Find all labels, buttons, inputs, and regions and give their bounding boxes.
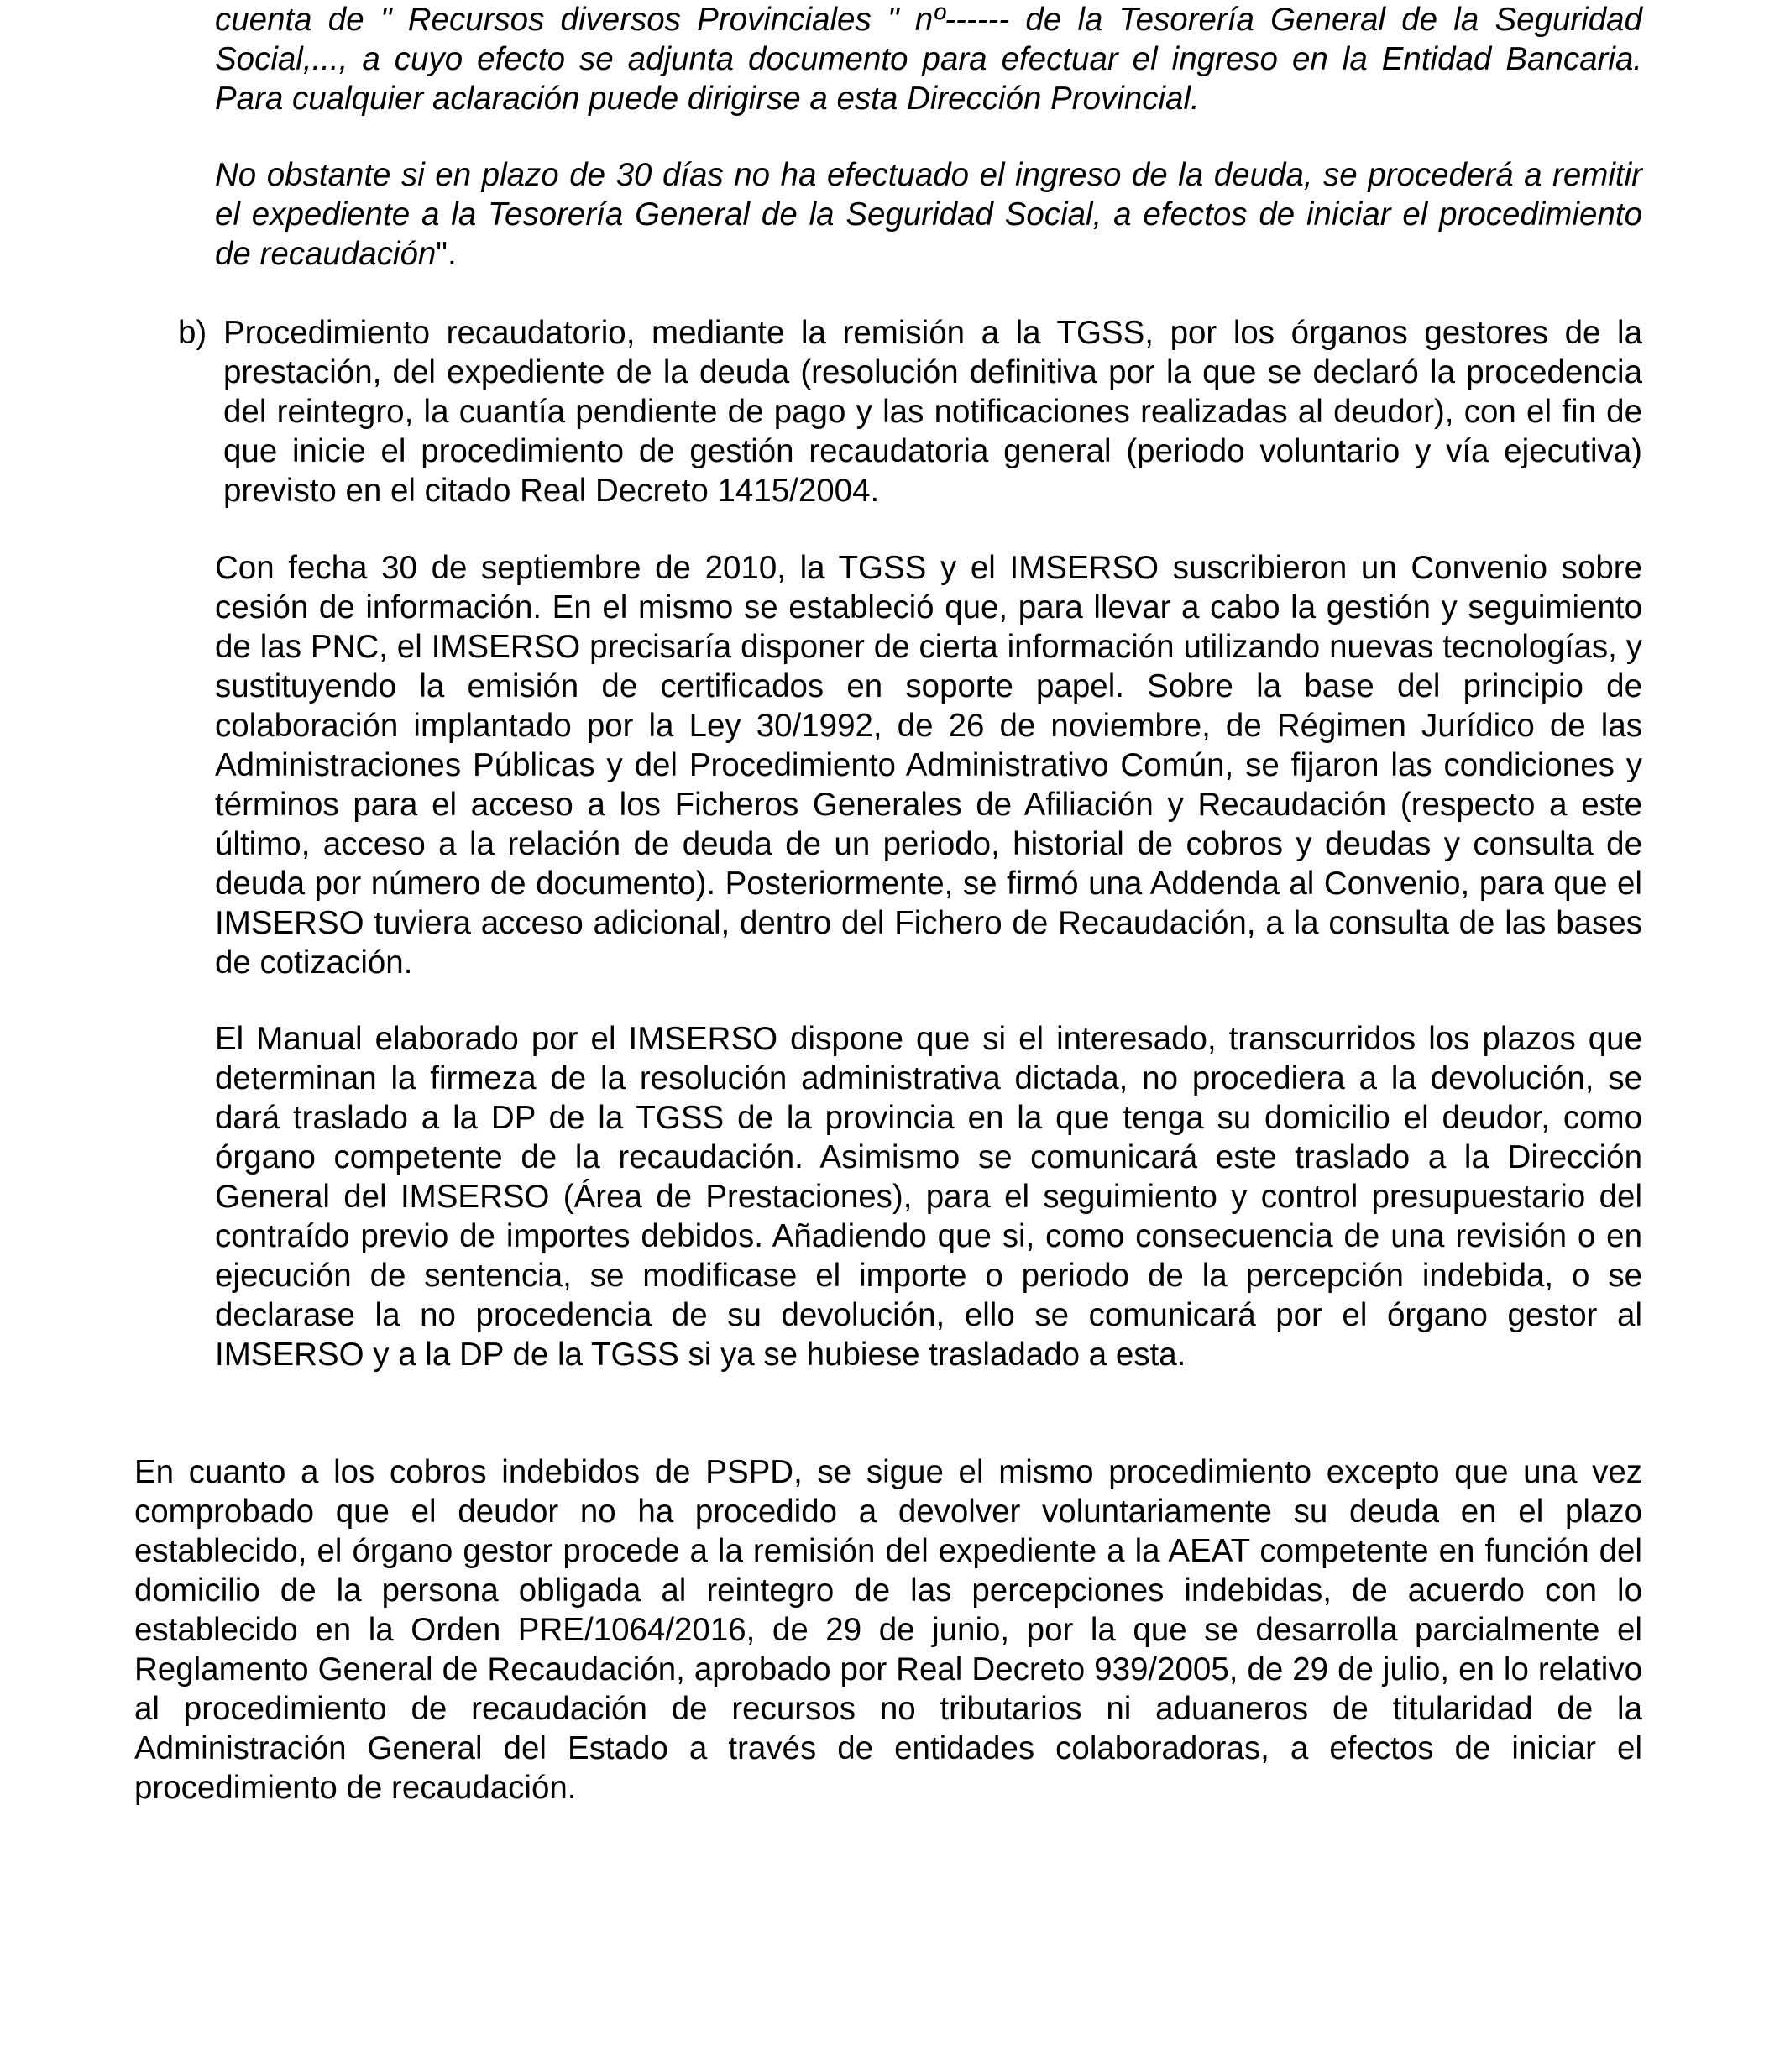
quoted-paragraph-deadline-warning <box>215 155 1642 274</box>
quote-closing: ". <box>436 236 457 272</box>
quoted-text: No obstante si en plazo de 30 días no ha efectuado el ingreso de la deuda, se procederá a remitir el expediente a la Tesorería General de la Seguridad Social, a efectos de iniciar el procedimiento de recaudación <box>215 157 1642 272</box>
quoted-text: cuenta de " Recursos diversos Provinciales " nº------ de la Tesorería General de la Seguridad Social,..., a cuyo efecto se adjunta documento para efectuar el ingreso en la Entidad Bancaria. Para cualquier aclaración puede dirigirse a esta Dirección Provincial. <box>215 2 1642 117</box>
quoted-paragraph-deposit-instructions <box>215 0 1642 118</box>
paragraph-manual-imserso: El Manual elaborado por el IMSERSO dispone que si el interesado, transcurridos los plazos que determinan la firmeza de la resolución administrativa dictada, no procediera a la devolución, se dará traslado a la DP de la TGSS de la provincia en la que tenga su domicilio el deudor, como órgano competente de la recaudación. Asimismo se comunicará este traslado a la Dirección General del IMSERSO (Área de Prestaciones), para el seguimiento y control presupuestario del contraído previo de importes debidos. Añadiendo que si, como consecuencia de una revisión o en ejecución de sentencia, se modificase el importe o periodo de la percepción indebida, o se declarase la no procedencia de su devolución, ello se comunicará por el órgano gestor al IMSERSO y a la DP de la TGSS si ya se hubiese trasladado a esta. <box>215 1021 1642 1373</box>
paragraph-cobros-indebidos-pspd: En cuanto a los cobros indebidos de PSPD, se sigue el mismo procedimiento excepto que una vez comprobado que el deudor no ha procedido a devolver voluntariamente su deuda en el plazo establecido, el órgano gestor procede a la remisión del expediente a la AEAT competente en función del domicilio de la persona obligada al reintegro de las percepciones indebidas, de acuerdo con lo establecido en la Orden PRE/1064/2016, de 29 de junio, por la que se desarrolla parcialmente el Reglamento General de Recaudación, aprobado por Real Decreto 939/2005, de 29 de julio, en lo relativo al procedimiento de recaudación de recursos no tributarios ni aduaneros de titularidad de la Administración General del Estado a través de entidades colaboradoras, a efectos de iniciar el procedimiento de recaudación. <box>134 1454 1642 1806</box>
paragraph-convenio-tgss-imserso: Con fecha 30 de septiembre de 2010, la TGSS y el IMSERSO suscribieron un Convenio sobre cesión de información. En el mismo se estableció que, para llevar a cabo la gestión y seguimiento de las PNC, el IMSERSO precisaría disponer de cierta información utilizando nuevas tecnologías, y sustituyendo la emisión de certificados en soporte papel. Sobre la base del principio de colaboración implantado por la Ley 30/1992, de 26 de noviembre, de Régimen Jurídico de las Administraciones Públicas y del Procedimiento Administrativo Común, se fijaron las condiciones y términos para el acceso a los Ficheros Generales de Afiliación y Recaudación (respecto a este último, acceso a la relación de deuda de un periodo, historial de cobros y deudas y consulta de deuda por número de documento). Posteriormente, se firmó una Addenda al Convenio, para que el IMSERSO tuviera acceso adicional, dentro del Fichero de Recaudación, a la consulta de las bases de cotización. <box>215 550 1642 981</box>
list-item-marker: b) <box>178 315 207 351</box>
list-item-text: Procedimiento recaudatorio, mediante la remisión a la TGSS, por los órganos gestores de la prestación, del expediente de la deuda (resolución definitiva por la que se declaró la procedencia del reintegro, la cuantía pendiente de pago y las notificaciones realizadas al deudor), con el fin de que inicie el procedimiento de gestión recaudatoria general (periodo voluntario y vía ejecutiva) previsto en el citado Real Decreto 1415/2004. <box>223 315 1642 509</box>
